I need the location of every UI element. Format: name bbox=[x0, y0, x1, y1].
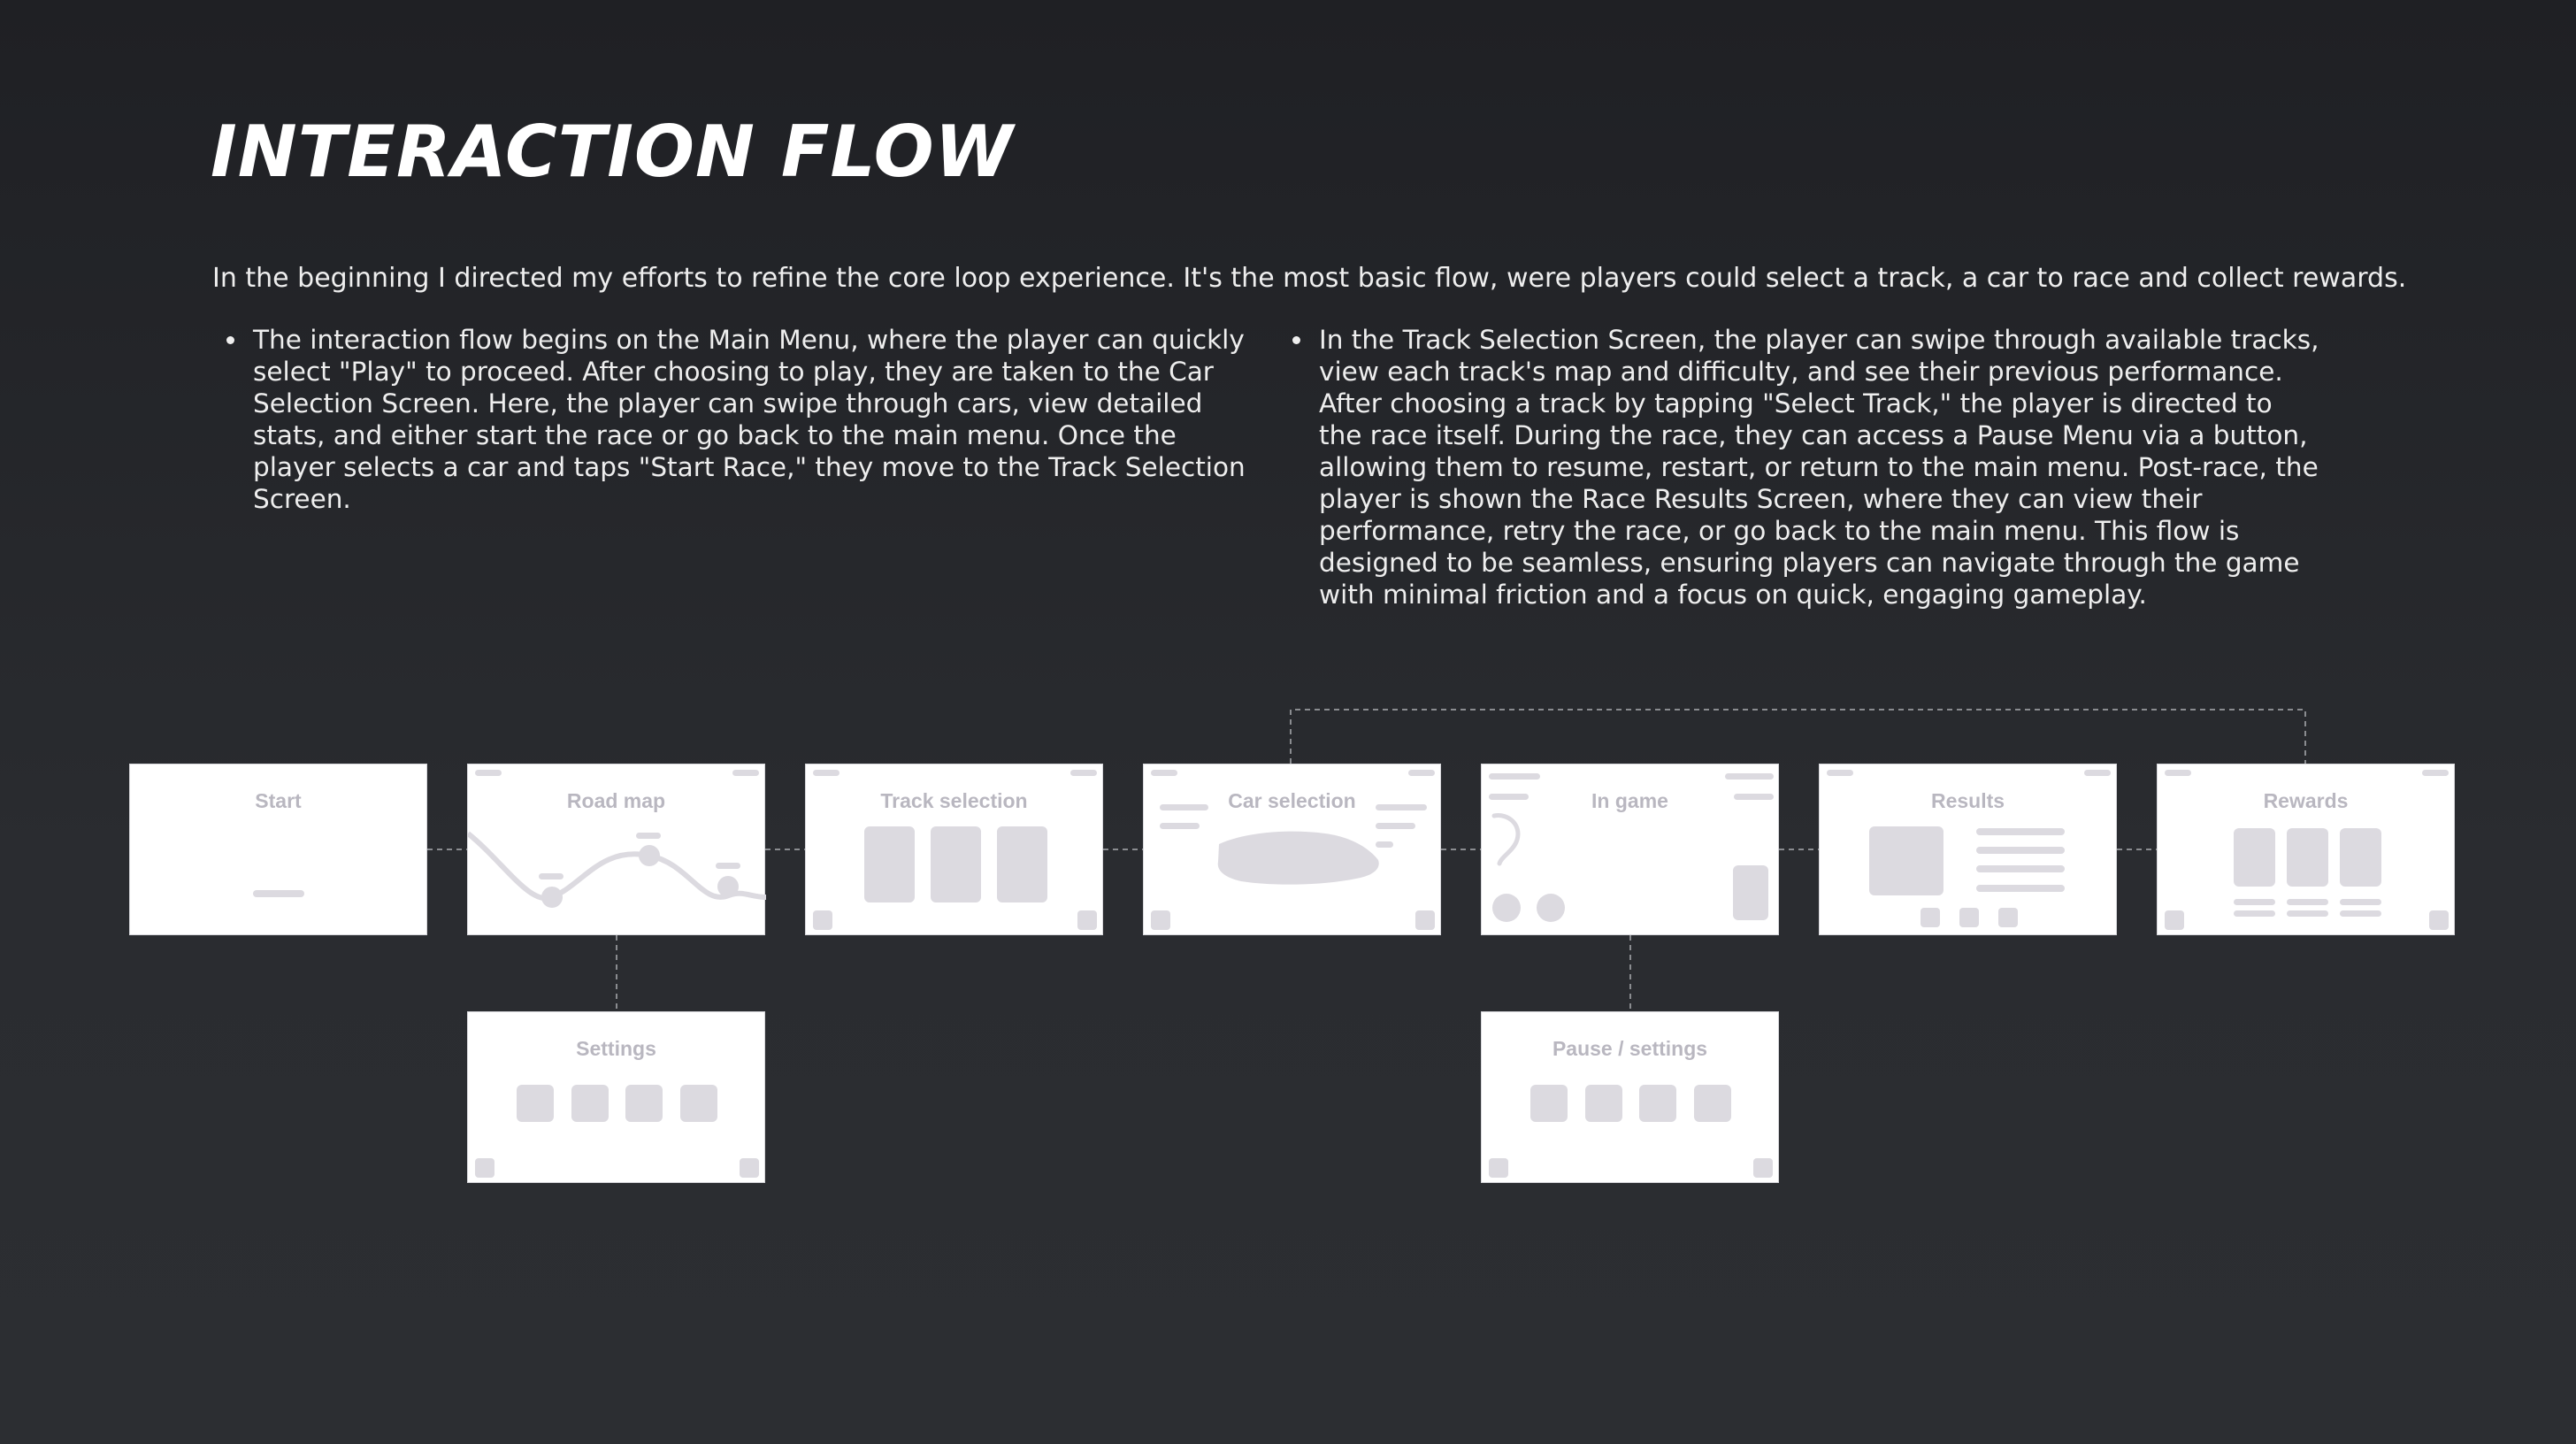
bullet-item: The interaction flow begins on the Main Menu, where the player can quickly select "Play" to proceed. After choosing to play, they are taken to the Car Selection Screen. Here, the player can swipe through cars, view detailed stats, and either start the race or go back to the main menu. Once the player selects a car and taps "Start Race," they move to the Track Selection Screen. bbox=[212, 324, 1265, 515]
results-image-placeholder bbox=[1869, 826, 1944, 895]
screen-label: Rewards bbox=[2263, 789, 2349, 812]
connector-loop bbox=[1291, 710, 2305, 764]
reward-caption bbox=[2287, 910, 2328, 917]
pedal-placeholder bbox=[1733, 865, 1768, 920]
page-title: INTERACTION FLOW bbox=[211, 111, 1014, 193]
retry-button-placeholder bbox=[1920, 908, 1940, 927]
reward-caption bbox=[2287, 899, 2328, 905]
screen-car-selection bbox=[1143, 764, 1441, 935]
reward-caption bbox=[2340, 899, 2381, 905]
reward-card bbox=[2234, 828, 2275, 887]
screen-rewards bbox=[2157, 764, 2455, 935]
screen-label: Car selection bbox=[1228, 789, 1356, 812]
track-card bbox=[997, 826, 1047, 902]
screen-road-map bbox=[467, 764, 765, 935]
screen-track-selection bbox=[805, 764, 1103, 935]
screen-label: Pause / settings bbox=[1552, 1037, 1708, 1060]
placeholder-bar bbox=[2422, 770, 2449, 776]
placeholder-bar bbox=[2165, 770, 2191, 776]
reward-caption bbox=[2234, 899, 2275, 905]
setting-tile bbox=[680, 1085, 717, 1122]
back-button-placeholder bbox=[2165, 910, 2184, 930]
node-label-placeholder bbox=[636, 833, 661, 839]
placeholder-bar bbox=[813, 770, 840, 776]
setting-tile bbox=[1694, 1085, 1731, 1122]
placeholder-bar bbox=[1070, 770, 1097, 776]
placeholder-bar bbox=[2084, 770, 2111, 776]
car-silhouette-icon bbox=[1144, 764, 1442, 936]
screen-pause-settings bbox=[1481, 1011, 1779, 1183]
result-line bbox=[1976, 828, 2065, 835]
confirm-button-placeholder bbox=[1753, 1158, 1773, 1178]
intro-paragraph: In the beginning I directed my efforts to refine the core loop experience. It's the most basic flow, were players could select a track, a car to race and collect rewards. bbox=[212, 263, 2407, 294]
placeholder-bar bbox=[1827, 770, 1853, 776]
bullet-list-right bbox=[1278, 324, 2322, 611]
setting-tile bbox=[625, 1085, 663, 1122]
back-button-placeholder bbox=[1489, 1158, 1508, 1178]
screen-start bbox=[129, 764, 427, 935]
next-button-placeholder bbox=[2429, 910, 2449, 930]
track-card bbox=[931, 826, 981, 902]
setting-tile bbox=[571, 1085, 609, 1122]
result-line bbox=[1976, 865, 2065, 872]
setting-tile bbox=[1585, 1085, 1622, 1122]
screen-label: Settings bbox=[576, 1037, 656, 1060]
start-race-button-placeholder bbox=[1415, 910, 1435, 930]
next-button-placeholder bbox=[1077, 910, 1097, 930]
screen-label: Track selection bbox=[880, 789, 1028, 812]
setting-tile bbox=[517, 1085, 554, 1122]
reward-card bbox=[2340, 828, 2381, 887]
menu-button-placeholder bbox=[1959, 908, 1979, 927]
reward-card bbox=[2287, 828, 2328, 887]
play-button-placeholder bbox=[253, 890, 304, 897]
node-label-placeholder bbox=[716, 863, 740, 869]
back-button-placeholder bbox=[475, 1158, 494, 1178]
screen-label: Road map bbox=[566, 789, 666, 812]
next-button-placeholder bbox=[1998, 908, 2018, 927]
confirm-button-placeholder bbox=[740, 1158, 759, 1178]
road-path bbox=[468, 764, 766, 936]
screen-results bbox=[1819, 764, 2117, 935]
back-button-placeholder bbox=[813, 910, 832, 930]
control-button-placeholder bbox=[1492, 894, 1521, 922]
back-button-placeholder bbox=[1151, 910, 1170, 930]
result-line bbox=[1976, 847, 2065, 854]
reward-caption bbox=[2340, 910, 2381, 917]
track-card bbox=[864, 826, 915, 902]
control-button-placeholder bbox=[1537, 894, 1565, 922]
screen-in-game bbox=[1481, 764, 1779, 935]
screen-label: Results bbox=[1930, 789, 2005, 812]
screen-label: In game bbox=[1591, 789, 1668, 812]
screen-settings bbox=[467, 1011, 765, 1183]
node-label-placeholder bbox=[539, 873, 564, 879]
setting-tile bbox=[1639, 1085, 1676, 1122]
bullet-item: In the Track Selection Screen, the player can swipe through available tracks, view each track's map and difficulty, and see their previous performance. After choosing a track by tapping "Select Track," the player is directed to the race itself. During the race, they can access a Pause Menu via a button, allowing them to resume, restart, or return to the main menu. Post-race, the player is shown the Race Results Screen, where they can view their performance, retry the race, or go back to the main menu. This flow is designed to be seamless, ensuring players can navigate through the game with minimal friction and a focus on quick, engaging gameplay. bbox=[1278, 324, 2322, 611]
screen-label: Start bbox=[255, 789, 302, 812]
bullet-list-left bbox=[212, 324, 1265, 515]
setting-tile bbox=[1530, 1085, 1568, 1122]
result-line bbox=[1976, 885, 2065, 892]
reward-caption bbox=[2234, 910, 2275, 917]
